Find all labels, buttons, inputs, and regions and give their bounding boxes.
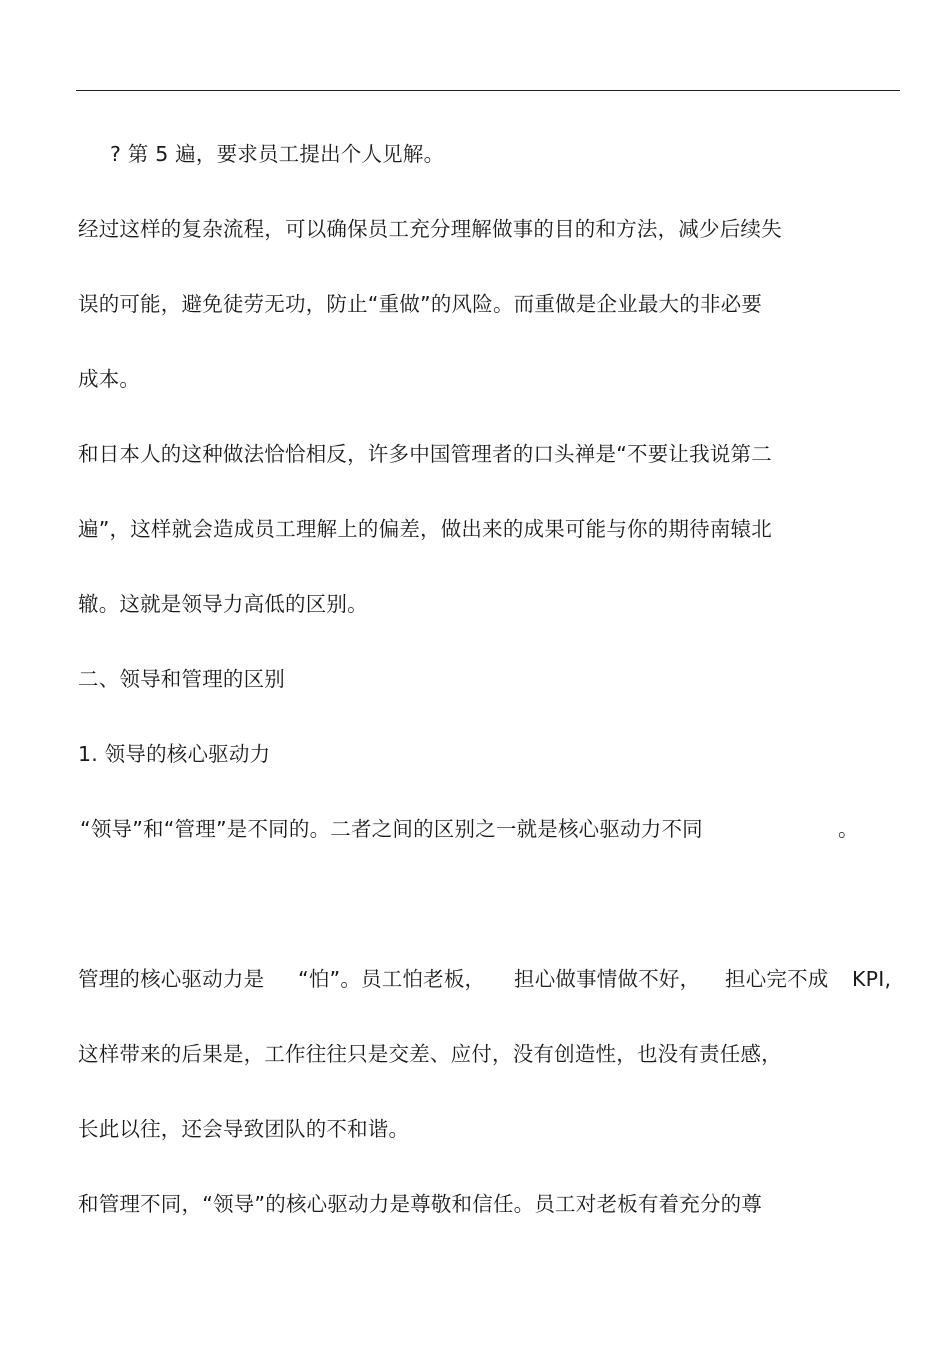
text-line-7: 辙。这就是领导力高低的区别。: [78, 592, 368, 616]
text-line-11-a: 管理的核心驱动力是: [78, 967, 265, 991]
text-line-11-e: KPI,: [852, 967, 892, 991]
text-line-11-d: 担心完不成: [725, 967, 829, 991]
text-line-3: 误的可能，避免徒劳无功，防止“重做”的风险。而重做是企业最大的非必要: [78, 292, 763, 316]
text-line-1: ? 第 5 遍，要求员工提出个人见解。: [110, 142, 445, 166]
text-line-4: 成本。: [78, 367, 141, 391]
text-line-10-period: 。: [838, 817, 859, 841]
text-line-12: 这样带来的后果是，工作往往只是交差、应付，没有创造性，也没有责任感，: [78, 1042, 782, 1066]
text-line-14: 和管理不同，“领导”的核心驱动力是尊敬和信任。员工对老板有着充分的尊: [78, 1192, 763, 1216]
subsection-heading: 1. 领导的核心驱动力: [78, 742, 271, 766]
text-line-6: 遍”，这样就会造成员工理解上的偏差，做出来的成果可能与你的期待南辕北: [78, 517, 772, 541]
section-heading: 二、领导和管理的区别: [78, 667, 285, 691]
text-line-2: 经过这样的复杂流程，可以确保员工充分理解做事的目的和方法，减少后续失: [78, 217, 782, 241]
text-line-5: 和日本人的这种做法恰恰相反，许多中国管理者的口头禅是“不要让我说第二: [78, 442, 772, 466]
text-line-13: 长此以往，还会导致团队的不和谐。: [78, 1117, 410, 1141]
text-line-11-b: “怕”。员工怕老板，: [298, 967, 486, 991]
header-rule: [76, 90, 900, 91]
text-line-10: “领导”和“管理”是不同的。二者之间的区别之一就是核心驱动力不同: [80, 817, 703, 841]
text-line-11-c: 担心做事情做不好，: [514, 967, 701, 991]
